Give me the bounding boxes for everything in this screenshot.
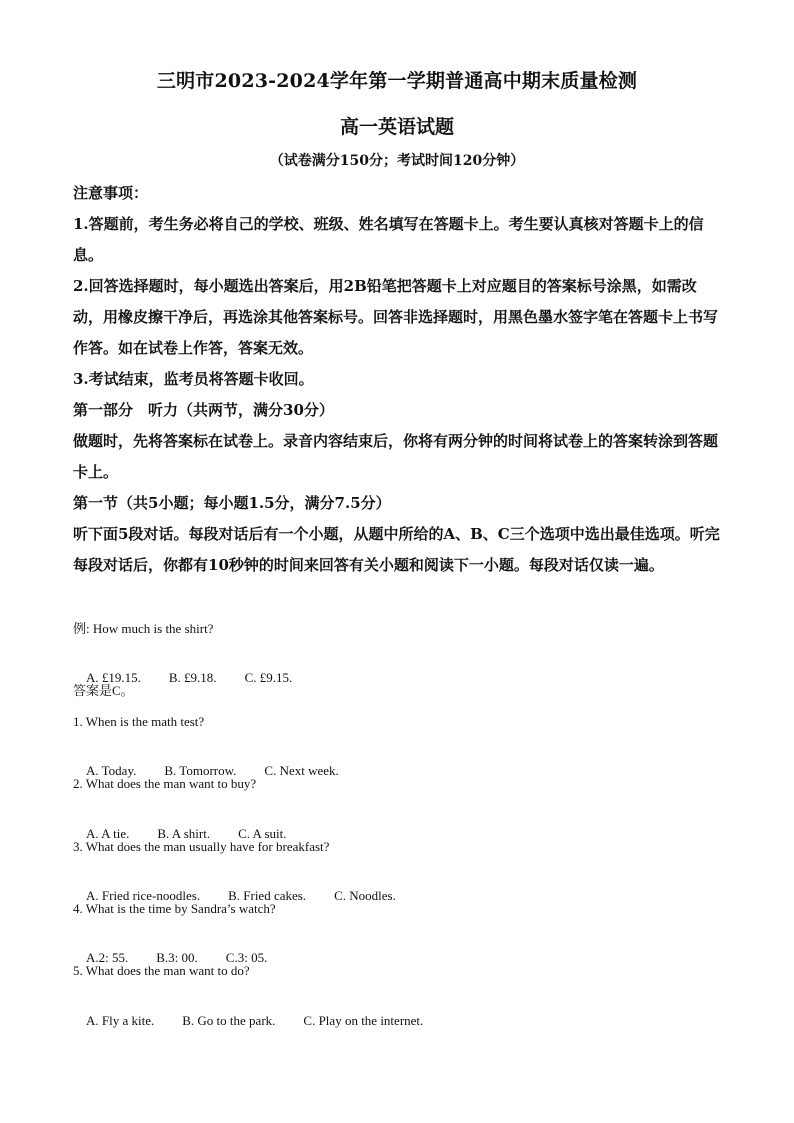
notice-heading: 注意事项： (73, 184, 149, 202)
option-a: A. Fried rice-noodles. (86, 888, 201, 903)
option-b: B. Go to the park. (182, 1013, 276, 1028)
question-2: 2. What does the man want to buy? (73, 776, 257, 791)
section-instructions: 听下面5段对话。每段对话后有一个小题，从题中所给的A、B、C三个选项中选出最佳选项。听完每段对话后，你都有10秒钟的时间来回答有关小题和阅读下一小题。每段对话仅读一遍。 (73, 525, 720, 574)
exam-title: 三明市2023-2024学年第一学期普通高中期末质量检测 (156, 70, 638, 92)
option-c: C. Play on the internet. (303, 1013, 424, 1028)
option-a: A. £19.15. (86, 670, 141, 685)
part-instructions: 做题时，先将答案标在试卷上。录音内容结束后，你将有两分钟的时间将试卷上的答案转涂到答题卡上。 (73, 432, 719, 481)
section-heading: 第一节（共5小题；每小题1.5分，满分7.5分） (73, 494, 391, 512)
option-c: C.3: 05. (225, 950, 268, 965)
option-b: B. £9.18. (168, 670, 217, 685)
option-c: C. Next week. (264, 763, 339, 778)
question-1: 1. When is the math test? (73, 714, 205, 729)
option-c: C. A suit. (238, 826, 287, 841)
notice-item-3: 3.考试结束，监考员将答题卡收回。 (73, 370, 314, 388)
option-b: B. A shirt. (157, 826, 211, 841)
notice-item-1: 1.答题前，考生务必将自己的学校、班级、姓名填写在答题卡上。考生要认真核对答题卡上的信息。 (73, 215, 704, 264)
question-5: 5. What does the man want to do? (73, 963, 250, 978)
option-c: C. £9.15. (244, 670, 293, 685)
option-c: C. Noodles. (334, 888, 396, 903)
option-a: A. Today. (86, 763, 137, 778)
question-5-options (73, 994, 451, 1048)
notice-item-2: 2.回答选择题时，每小题选出答案后，用2B铅笔把答题卡上对应题目的答案标号涂黑，如需改动，用橡皮擦干净后，再选涂其他答案标号。回答非选择题时，用黑色墨水签字笔在答题卡上书写作答。如在试卷上作答，答案无效。 (73, 277, 719, 357)
example-question: 例: How much is the shirt? (73, 621, 214, 636)
option-b: B.3: 00. (156, 950, 198, 965)
question-3: 3. What does the man usually have for breakfast? (73, 839, 330, 854)
option-a: A.2: 55. (86, 950, 129, 965)
option-a: A. A tie. (86, 826, 130, 841)
option-b: B. Fried cakes. (228, 888, 307, 903)
question-4: 4. What is the time by Sandra’s watch? (73, 901, 276, 916)
option-b: B. Tomorrow. (164, 763, 237, 778)
exam-subtitle: 高一英语试题 (339, 116, 454, 138)
option-a: A. Fly a kite. (86, 1013, 155, 1028)
exam-info: （试卷满分150分；考试时间120分钟） (269, 153, 525, 169)
part-heading: 第一部分 听力（共两节，满分30分） (73, 401, 334, 419)
example-answer: 答案是C。 (73, 683, 134, 698)
